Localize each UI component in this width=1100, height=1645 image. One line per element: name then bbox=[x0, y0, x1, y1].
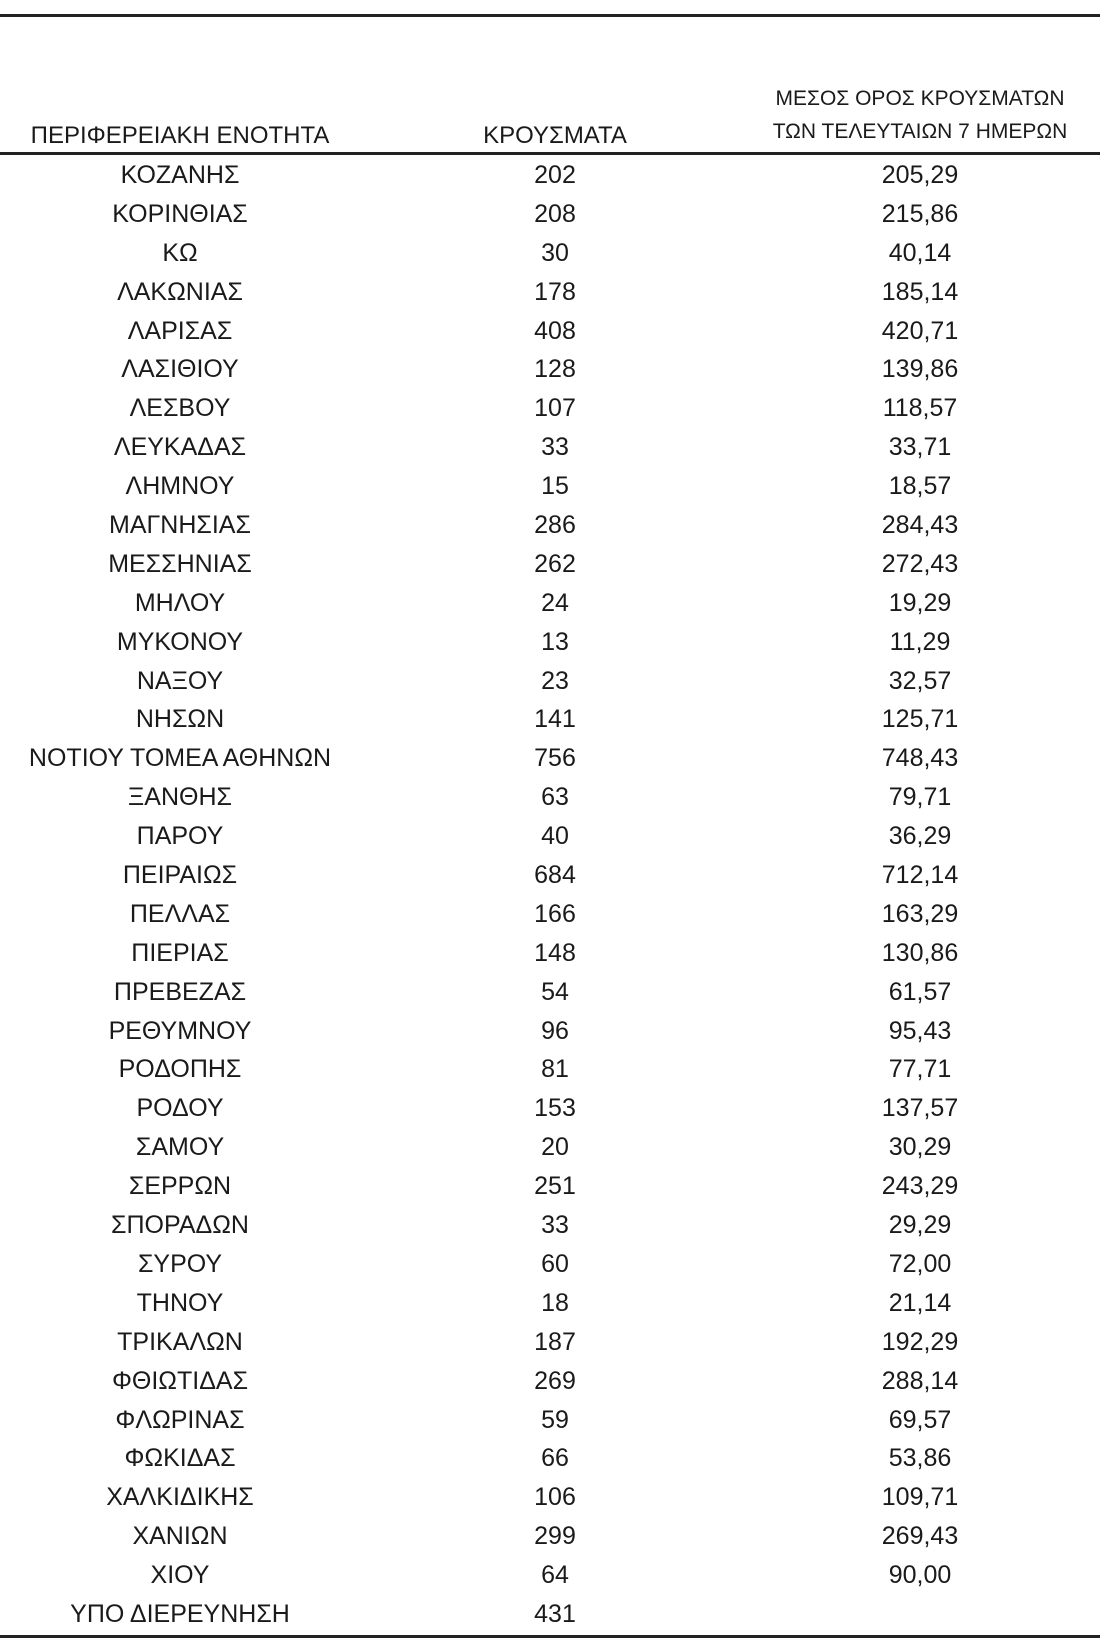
table-row bbox=[0, 1089, 1100, 1128]
table-body bbox=[0, 156, 1100, 1634]
cell-cases: 107 bbox=[534, 394, 576, 423]
cell-region: ΣΥΡΟΥ bbox=[137, 1249, 223, 1278]
cell-cases: 13 bbox=[541, 627, 569, 656]
cell-average: 125,71 bbox=[881, 705, 959, 734]
cell-average: 69,57 bbox=[888, 1405, 952, 1434]
cell-average: 243,29 bbox=[881, 1172, 959, 1201]
cell-average: 185,14 bbox=[881, 277, 959, 306]
cell-cases: 251 bbox=[534, 1172, 576, 1201]
cell-cases: 23 bbox=[541, 666, 569, 695]
cell-region: ΣΑΜΟΥ bbox=[135, 1133, 225, 1162]
cell-average: 205,29 bbox=[881, 161, 959, 189]
cell-average: 21,14 bbox=[888, 1288, 952, 1317]
cell-region: ΡΟΔΟΠΗΣ bbox=[118, 1055, 242, 1084]
table-row bbox=[0, 312, 1100, 351]
table-row bbox=[0, 1401, 1100, 1440]
cell-cases: 153 bbox=[534, 1094, 576, 1123]
cell-region: ΜΕΣΣΗΝΙΑΣ bbox=[108, 549, 252, 578]
cell-region: ΝΑΞΟΥ bbox=[136, 666, 224, 695]
cell-region: ΡΟΔΟΥ bbox=[136, 1094, 224, 1123]
cell-region: ΞΑΝΘΗΣ bbox=[128, 783, 232, 812]
cell-average: 32,57 bbox=[888, 666, 952, 695]
cell-average: 269,43 bbox=[881, 1522, 959, 1551]
cell-average: 288,14 bbox=[881, 1366, 959, 1395]
cell-region: ΦΩΚΙΔΑΣ bbox=[124, 1444, 236, 1473]
header-rule bbox=[0, 152, 1100, 155]
header-average-line1: ΜΕΣΟΣ ΟΡΟΣ ΚΡΟΥΣΜΑΤΩΝ bbox=[775, 87, 1065, 110]
cell-cases: 286 bbox=[534, 511, 576, 540]
table-row bbox=[0, 1439, 1100, 1478]
table-row bbox=[0, 778, 1100, 817]
cell-region: ΤΡΙΚΑΛΩΝ bbox=[117, 1327, 243, 1356]
cell-average: 40,14 bbox=[888, 238, 952, 267]
cell-average: 139,86 bbox=[881, 355, 959, 384]
table-row bbox=[0, 1478, 1100, 1517]
cell-region: ΣΕΡΡΩΝ bbox=[128, 1172, 232, 1201]
cell-region: ΧΑΝΙΩΝ bbox=[132, 1522, 228, 1551]
cell-average: 712,14 bbox=[881, 861, 959, 890]
cell-average: 130,86 bbox=[881, 938, 959, 967]
cell-cases: 96 bbox=[541, 1016, 569, 1045]
cell-average: 272,43 bbox=[881, 549, 959, 578]
cell-region: ΚΟΡΙΝΘΙΑΣ bbox=[112, 199, 248, 228]
cell-cases: 187 bbox=[534, 1327, 576, 1356]
cell-region: ΛΗΜΝΟΥ bbox=[125, 472, 235, 501]
cell-average: 29,29 bbox=[888, 1211, 952, 1240]
cell-average: 118,57 bbox=[882, 394, 958, 423]
table-row bbox=[0, 1556, 1100, 1595]
table-row bbox=[0, 1012, 1100, 1051]
table-row bbox=[0, 273, 1100, 312]
cell-cases: 24 bbox=[541, 588, 569, 617]
table-row bbox=[0, 1323, 1100, 1362]
cell-average: 36,29 bbox=[888, 822, 952, 851]
cell-cases: 33 bbox=[541, 1211, 569, 1240]
table-row bbox=[0, 1245, 1100, 1284]
table-row bbox=[0, 817, 1100, 856]
cell-cases: 81 bbox=[541, 1055, 569, 1084]
table-row bbox=[0, 506, 1100, 545]
cell-cases: 408 bbox=[534, 316, 576, 345]
cell-cases: 208 bbox=[534, 199, 576, 228]
cell-average: 79,71 bbox=[888, 783, 952, 812]
cell-region: ΠΕΛΛΑΣ bbox=[129, 899, 231, 928]
cell-region: ΛΑΣΙΘΙΟΥ bbox=[121, 355, 239, 384]
cell-cases: 178 bbox=[534, 277, 576, 306]
cell-average: 53,86 bbox=[888, 1444, 952, 1473]
cell-region: ΛΑΚΩΝΙΑΣ bbox=[117, 277, 243, 306]
table-row bbox=[0, 428, 1100, 467]
table-row bbox=[0, 467, 1100, 506]
top-rule bbox=[0, 14, 1100, 17]
table-row bbox=[0, 739, 1100, 778]
cell-region: ΠΙΕΡΙΑΣ bbox=[131, 938, 229, 967]
cell-average: 420,71 bbox=[881, 316, 959, 345]
cell-cases: 59 bbox=[541, 1405, 569, 1434]
header-average-line2: ΤΩΝ ΤΕΛΕΥΤΑΙΩΝ 7 ΗΜΕΡΩΝ bbox=[772, 120, 1068, 143]
cell-cases: 148 bbox=[534, 938, 576, 967]
table-row bbox=[0, 1050, 1100, 1089]
cell-average: 748,43 bbox=[881, 744, 959, 773]
cell-region: ΜΗΛΟΥ bbox=[134, 588, 226, 617]
table-row bbox=[0, 1362, 1100, 1401]
header-cases: ΚΡΟΥΣΜΑΤΑ bbox=[483, 122, 627, 149]
cell-average: 18,57 bbox=[888, 472, 952, 501]
table-row bbox=[0, 156, 1100, 195]
cell-cases: 30 bbox=[541, 238, 569, 267]
cell-region: ΝΗΣΩΝ bbox=[135, 705, 225, 734]
cell-region: ΧΙΟΥ bbox=[150, 1561, 210, 1590]
cell-average: 72,00 bbox=[888, 1249, 952, 1278]
cell-region: ΛΕΣΒΟΥ bbox=[129, 394, 231, 423]
table-row bbox=[0, 234, 1100, 273]
cell-region: ΠΑΡΟΥ bbox=[136, 822, 224, 851]
cell-region: ΡΕΘΥΜΝΟΥ bbox=[108, 1016, 252, 1045]
table-row bbox=[0, 584, 1100, 623]
cell-cases: 756 bbox=[534, 744, 576, 773]
table-row bbox=[0, 1128, 1100, 1167]
cell-region: ΝΟΤΙΟΥ ΤΟΜΕΑ ΑΘΗΝΩΝ bbox=[28, 744, 332, 773]
cell-cases: 54 bbox=[541, 977, 569, 1006]
table-row bbox=[0, 856, 1100, 895]
cell-region: ΜΥΚΟΝΟΥ bbox=[116, 627, 244, 656]
cell-cases: 202 bbox=[534, 161, 576, 189]
cell-cases: 299 bbox=[534, 1522, 576, 1551]
cell-average: 90,00 bbox=[888, 1561, 952, 1590]
cell-region: ΛΑΡΙΣΑΣ bbox=[127, 316, 233, 345]
table-row bbox=[0, 545, 1100, 584]
cell-cases: 106 bbox=[534, 1483, 576, 1512]
cell-cases: 269 bbox=[534, 1366, 576, 1395]
cell-cases: 64 bbox=[541, 1561, 569, 1590]
cell-average: 61,57 bbox=[888, 977, 952, 1006]
cell-average: 11,29 bbox=[889, 627, 951, 656]
cell-average: 163,29 bbox=[881, 899, 959, 928]
table-header bbox=[0, 80, 1100, 152]
cell-average: 77,71 bbox=[888, 1055, 952, 1084]
cell-cases: 684 bbox=[534, 861, 576, 890]
table-row bbox=[0, 934, 1100, 973]
table-row bbox=[0, 623, 1100, 662]
table-row bbox=[0, 1167, 1100, 1206]
cell-average: 137,57 bbox=[881, 1094, 959, 1123]
cell-region: ΣΠΟΡΑΔΩΝ bbox=[111, 1211, 249, 1240]
cell-cases: 431 bbox=[534, 1599, 576, 1628]
cell-region: ΦΘΙΩΤΙΔΑΣ bbox=[111, 1366, 249, 1395]
cell-region: ΚΩ bbox=[162, 238, 198, 267]
cell-average: 33,71 bbox=[888, 433, 952, 462]
cell-cases: 128 bbox=[534, 355, 576, 384]
cell-cases: 40 bbox=[541, 822, 569, 851]
cell-average: 109,71 bbox=[881, 1483, 959, 1512]
table-row bbox=[0, 389, 1100, 428]
cell-cases: 60 bbox=[541, 1249, 569, 1278]
cell-region: ΦΛΩΡΙΝΑΣ bbox=[115, 1405, 245, 1434]
table-row bbox=[0, 1595, 1100, 1634]
table-row bbox=[0, 1206, 1100, 1245]
table-row bbox=[0, 350, 1100, 389]
cell-region: ΠΕΙΡΑΙΩΣ bbox=[122, 861, 238, 890]
table-row bbox=[0, 1517, 1100, 1556]
table-row bbox=[0, 1284, 1100, 1323]
cell-cases: 18 bbox=[541, 1288, 569, 1317]
cell-region: ΧΑΛΚΙΔΙΚΗΣ bbox=[106, 1483, 254, 1512]
table-row bbox=[0, 895, 1100, 934]
cell-average: 215,86 bbox=[881, 199, 959, 228]
header-region: ΠΕΡΙΦΕΡΕΙΑΚΗ ΕΝΟΤΗΤΑ bbox=[30, 122, 330, 149]
table-row bbox=[0, 662, 1100, 701]
cell-region: ΥΠΟ ΔΙΕΡΕΥΝΗΣΗ bbox=[70, 1599, 290, 1628]
cell-average: 95,43 bbox=[888, 1016, 952, 1045]
cell-average: 19,29 bbox=[888, 588, 952, 617]
cell-average: 192,29 bbox=[881, 1327, 959, 1356]
table-row bbox=[0, 700, 1100, 739]
cell-cases: 15 bbox=[541, 472, 569, 501]
cell-region: ΤΗΝΟΥ bbox=[136, 1288, 224, 1317]
cell-cases: 33 bbox=[541, 433, 569, 462]
cell-average: 284,43 bbox=[881, 511, 959, 540]
cell-region: ΚΟΖΑΝΗΣ bbox=[120, 161, 240, 189]
cell-cases: 262 bbox=[534, 549, 576, 578]
cell-cases: 166 bbox=[534, 899, 576, 928]
table-row bbox=[0, 973, 1100, 1012]
cell-region: ΛΕΥΚΑΔΑΣ bbox=[113, 433, 247, 462]
table-row bbox=[0, 195, 1100, 234]
bottom-rule bbox=[0, 1635, 1100, 1638]
cell-cases: 141 bbox=[534, 705, 576, 734]
cell-cases: 20 bbox=[541, 1133, 569, 1162]
cell-region: ΜΑΓΝΗΣΙΑΣ bbox=[109, 511, 251, 540]
cell-region: ΠΡΕΒΕΖΑΣ bbox=[113, 977, 247, 1006]
cell-average: 30,29 bbox=[888, 1133, 952, 1162]
cell-average bbox=[800, 1595, 1040, 1634]
cell-cases: 63 bbox=[541, 783, 569, 812]
header-average bbox=[740, 82, 1100, 148]
cell-cases: 66 bbox=[541, 1444, 569, 1473]
